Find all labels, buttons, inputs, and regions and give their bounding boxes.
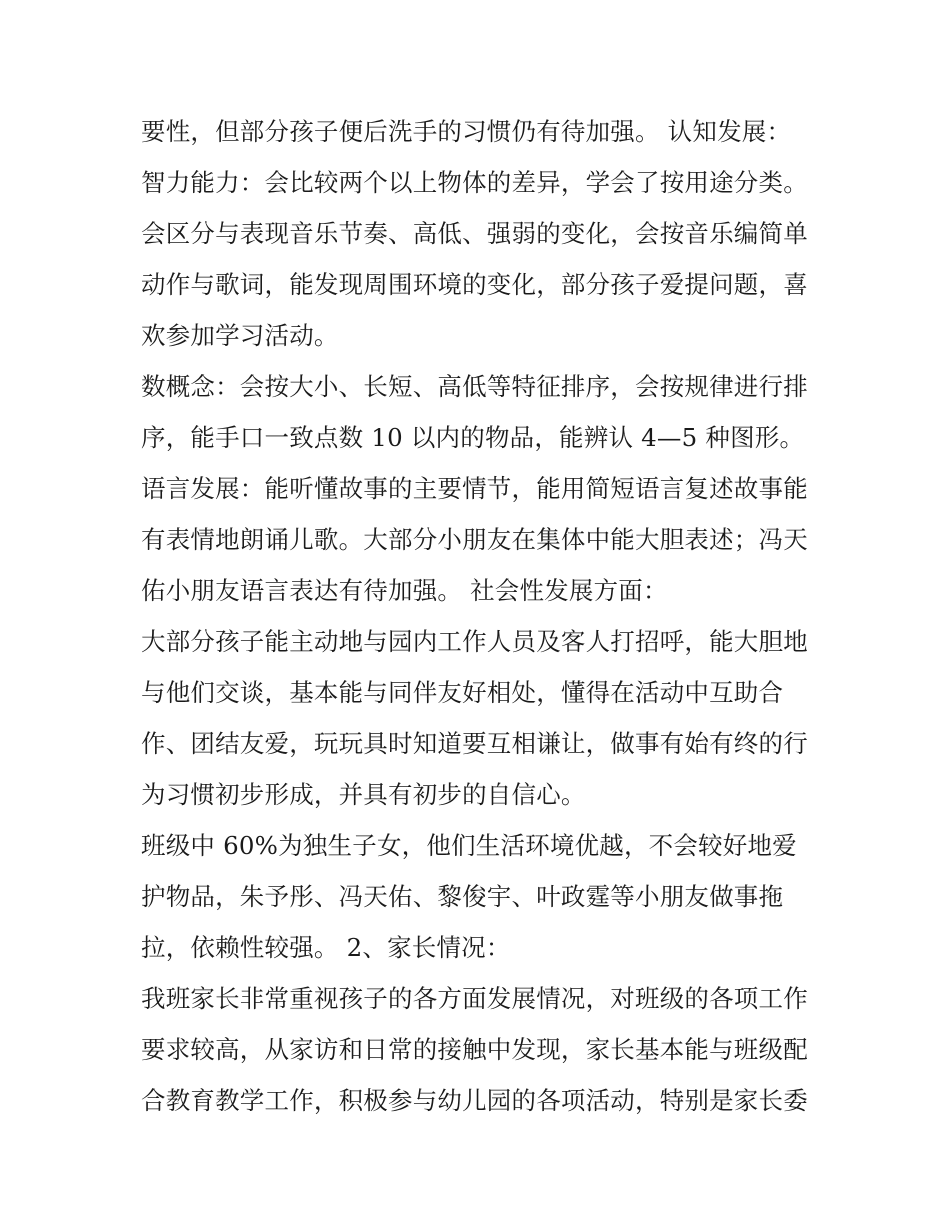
text-line: 我班家长非常重视孩子的各方面发展情况，对班级的各项工作 bbox=[141, 984, 808, 1013]
text-line: 有表情地朗诵儿歌。大部分小朋友在集体中能大胆表述；冯天 bbox=[141, 525, 808, 554]
text-line: 作、团结友爱，玩玩具时知道要互相谦让，做事有始有终的行 bbox=[141, 729, 808, 758]
text-line: 拉，依赖性较强。 2、家长情况： bbox=[141, 933, 511, 962]
text-line: 佑小朋友语言表达有待加强。 社会性发展方面： bbox=[141, 576, 668, 605]
document-body bbox=[141, 106, 821, 1126]
text-line: 会区分与表现音乐节奏、高低、强弱的变化，会按音乐编简单 bbox=[141, 219, 808, 248]
text-line: 语言发展：能听懂故事的主要情节，能用简短语言复述故事能 bbox=[141, 474, 808, 503]
text-line: 要求较高，从家访和日常的接触中发现，家长基本能与班级配 bbox=[141, 1035, 808, 1064]
text-line: 动作与歌词，能发现周围环境的变化，部分孩子爱提问题，喜 bbox=[141, 270, 808, 299]
text-line: 欢参加学习活动。 bbox=[141, 321, 339, 350]
text-line: 数概念：会按大小、长短、高低等特征排序，会按规律进行排 bbox=[141, 372, 808, 401]
text-line: 班级中 60%为独生子女，他们生活环境优越，不会较好地爱 bbox=[141, 831, 797, 860]
text-line: 合教育教学工作，积极参与幼儿园的各项活动，特别是家长委 bbox=[141, 1086, 808, 1115]
text-line: 与他们交谈，基本能与同伴友好相处，懂得在活动中互助合 bbox=[141, 678, 784, 707]
text-line: 序，能手口一致点数 10 以内的物品，能辨认 4—5 种图形。 bbox=[141, 423, 805, 452]
text-line: 要性，但部分孩子便后洗手的习惯仍有待加强。 认知发展： bbox=[141, 117, 792, 146]
text-line: 为习惯初步形成，并具有初步的自信心。 bbox=[141, 780, 586, 809]
text-line: 大部分孩子能主动地与园内工作人员及客人打招呼，能大胆地 bbox=[141, 627, 808, 656]
text-line: 护物品，朱予彤、冯天佑、黎俊宇、叶政霆等小朋友做事拖 bbox=[141, 882, 784, 911]
text-line: 智力能力：会比较两个以上物体的差异，学会了按用途分类。 bbox=[141, 168, 808, 197]
